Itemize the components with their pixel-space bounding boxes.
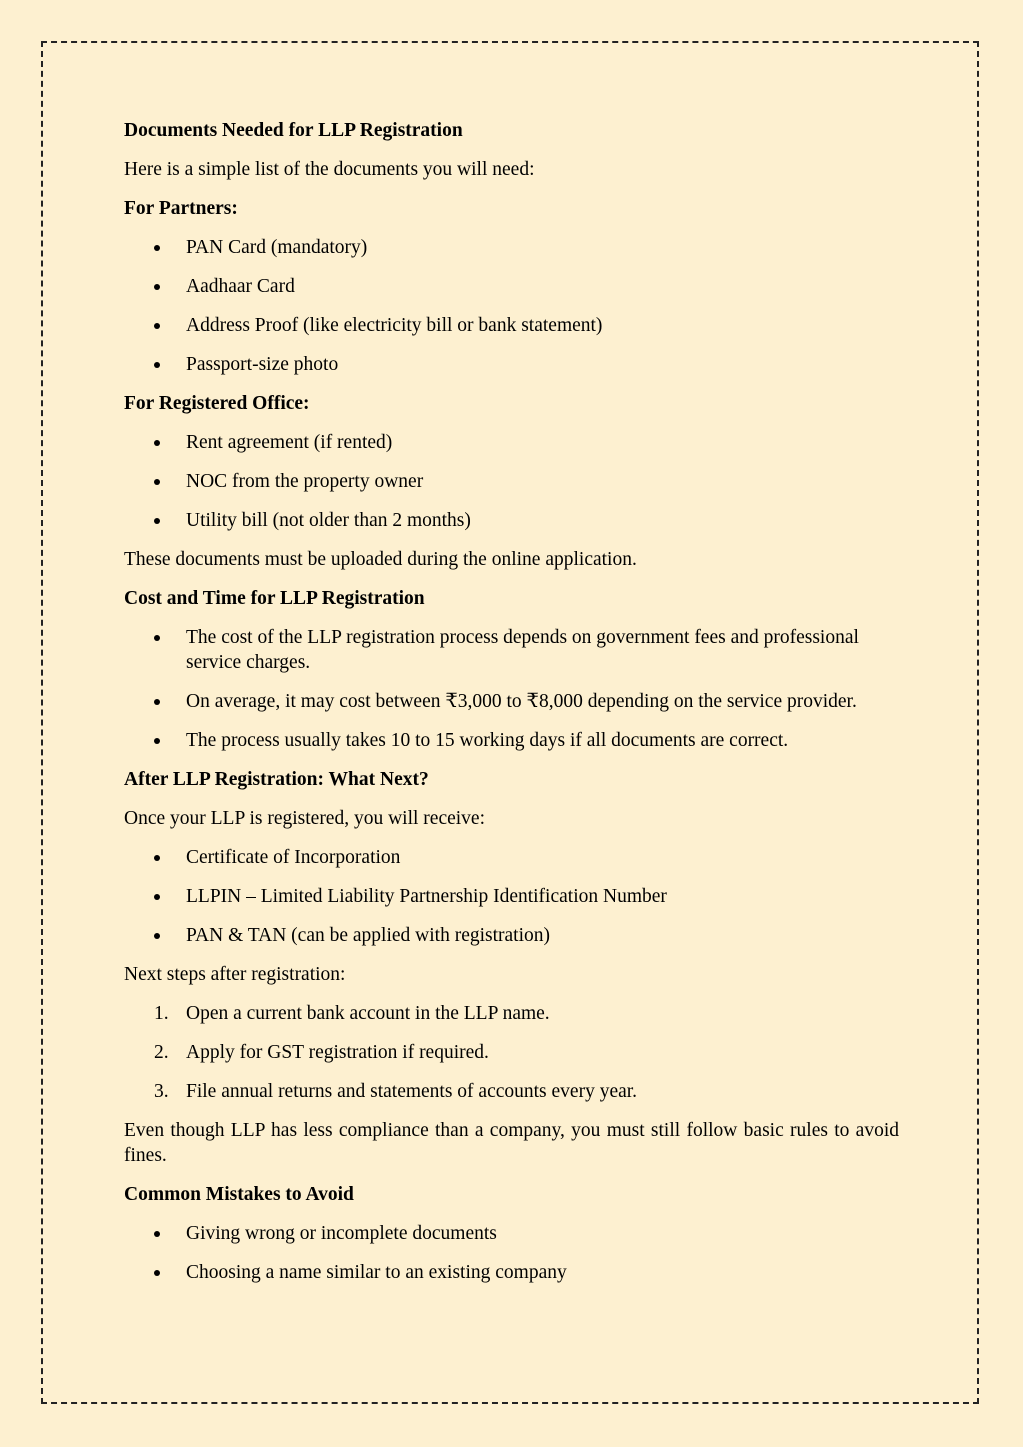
bullet-icon xyxy=(154,479,160,485)
next-steps-intro: Next steps after registration: xyxy=(124,964,346,985)
partners-heading: For Partners: xyxy=(124,198,238,219)
after-intro: Once your LLP is registered, you will receive: xyxy=(124,808,485,829)
list-item xyxy=(124,1079,899,1104)
list-item xyxy=(124,235,899,260)
list-item-text: Apply for GST registration if required. xyxy=(186,1042,489,1063)
list-item xyxy=(124,469,899,494)
bullet-icon xyxy=(154,518,160,524)
documents-intro: Here is a simple list of the documents you will need: xyxy=(124,159,535,180)
mistakes-heading: Common Mistakes to Avoid xyxy=(124,1184,354,1205)
bullet-icon xyxy=(154,894,160,900)
office-list xyxy=(124,430,899,533)
bullet-icon xyxy=(154,284,160,290)
bullet-icon xyxy=(154,323,160,329)
cost-list xyxy=(124,625,899,753)
list-item-text: PAN & TAN (can be applied with registration) xyxy=(186,925,550,946)
list-item-text: File annual returns and statements of accounts every year. xyxy=(186,1081,638,1102)
step-number: 2. xyxy=(154,1042,169,1063)
bullet-icon xyxy=(154,1270,160,1276)
list-item-text: Choosing a name similar to an existing company xyxy=(186,1262,567,1283)
list-item xyxy=(124,1221,899,1246)
list-item xyxy=(124,508,899,533)
documents-heading: Documents Needed for LLP Registration xyxy=(124,120,463,141)
list-item xyxy=(124,1001,899,1026)
list-item xyxy=(124,274,899,299)
bullet-icon xyxy=(154,933,160,939)
list-item-text: Address Proof (like electricity bill or bank statement) xyxy=(186,315,603,336)
bullet-icon xyxy=(154,362,160,368)
list-item-text: The cost of the LLP registration process depends on government fees and professional service charges. xyxy=(186,627,859,673)
step-number: 3. xyxy=(154,1081,169,1102)
list-item-text: Passport-size photo xyxy=(186,354,339,375)
step-number: 1. xyxy=(154,1003,169,1024)
mistakes-list xyxy=(124,1221,899,1285)
list-item-text: The process usually takes 10 to 15 working days if all documents are correct. xyxy=(186,730,789,751)
list-item xyxy=(124,845,899,870)
list-item xyxy=(124,352,899,377)
list-item xyxy=(124,313,899,338)
list-item-text: Utility bill (not older than 2 months) xyxy=(186,510,471,531)
list-item-text: Aadhaar Card xyxy=(186,276,295,297)
office-heading: For Registered Office: xyxy=(124,393,310,414)
bullet-icon xyxy=(154,245,160,251)
documents-note: These documents must be uploaded during the online application. xyxy=(124,549,637,570)
list-item xyxy=(124,625,899,675)
list-item xyxy=(124,923,899,948)
bullet-icon xyxy=(154,635,160,641)
cost-heading: Cost and Time for LLP Registration xyxy=(124,588,425,609)
list-item xyxy=(124,430,899,455)
list-item-text: Open a current bank account in the LLP name. xyxy=(186,1003,550,1024)
list-item xyxy=(124,689,899,714)
list-item-text: Rent agreement (if rented) xyxy=(186,432,393,453)
bullet-icon xyxy=(154,440,160,446)
after-note: Even though LLP has less compliance than a company, you must still follow basic rules to avoid fines. xyxy=(124,1120,899,1166)
bullet-icon xyxy=(154,738,160,744)
list-item-text: PAN Card (mandatory) xyxy=(186,237,368,258)
next-steps-list xyxy=(124,1001,899,1104)
partners-list xyxy=(124,235,899,377)
list-item xyxy=(124,1040,899,1065)
list-item-text: Giving wrong or incomplete documents xyxy=(186,1223,497,1244)
after-list xyxy=(124,845,899,948)
bullet-icon xyxy=(154,855,160,861)
list-item-text: LLPIN – Limited Liability Partnership Identification Number xyxy=(186,886,667,907)
list-item-text: Certificate of Incorporation xyxy=(186,847,401,868)
bullet-icon xyxy=(154,699,160,705)
document-content xyxy=(124,118,899,1299)
bullet-icon xyxy=(154,1231,160,1237)
list-item xyxy=(124,1260,899,1285)
list-item xyxy=(124,884,899,909)
after-heading: After LLP Registration: What Next? xyxy=(124,769,429,790)
list-item xyxy=(124,728,899,753)
list-item-text: On average, it may cost between ₹3,000 to ₹8,000 depending on the service provider. xyxy=(186,691,857,712)
list-item-text: NOC from the property owner xyxy=(186,471,424,492)
